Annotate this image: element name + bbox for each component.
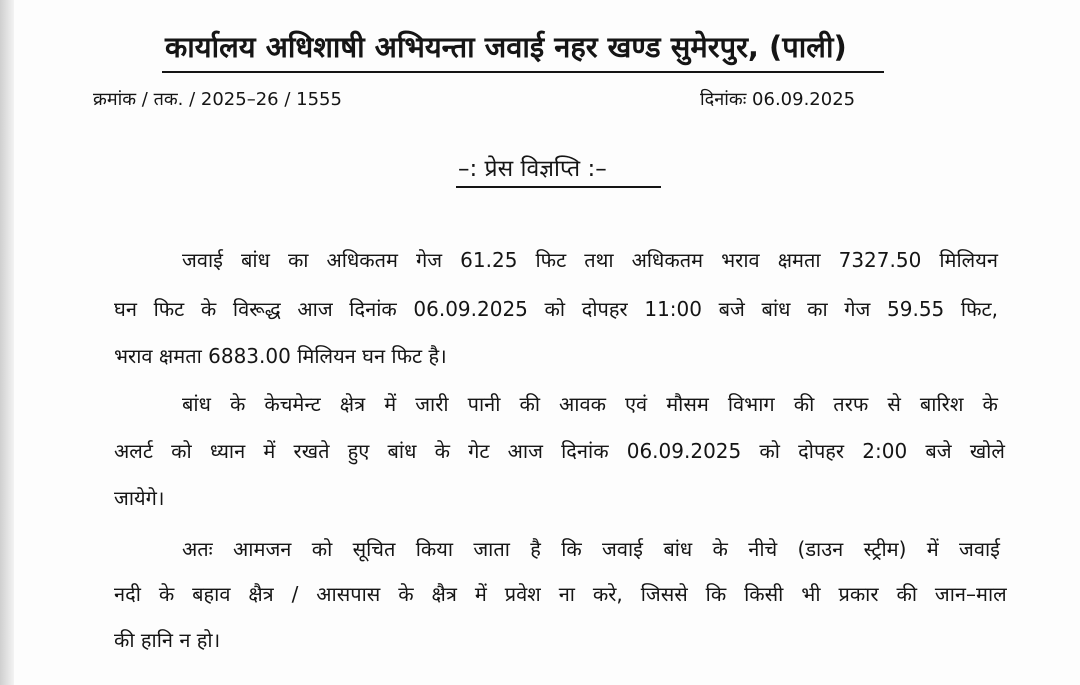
word: कि	[561, 537, 582, 561]
word: की	[793, 392, 815, 416]
paragraph-2-line-1	[182, 388, 998, 420]
word: बांध	[663, 537, 693, 561]
word: बजे	[718, 297, 745, 321]
word: क्षैत्र	[248, 582, 274, 606]
word: अतः	[182, 537, 213, 561]
word: अलर्ट	[114, 439, 153, 463]
reference-number: क्रमांक / तक. / 2025–26 / 1555	[93, 89, 342, 110]
word: आज	[297, 297, 333, 321]
office-title: कार्यालय अधिशाषी अभियन्ता जवाई नहर खण्ड सुमेरपुर, (पाली)	[165, 30, 847, 64]
word: के	[712, 537, 728, 561]
word: नदी	[114, 582, 141, 606]
word: बहाव	[192, 582, 231, 606]
word: किया	[415, 537, 454, 561]
word: प्रकार	[838, 582, 879, 606]
word: की	[896, 582, 917, 606]
press-release-heading: –: प्रेस विज्ञप्ति :–	[458, 156, 607, 182]
paragraph-3-line-3: की हानि न हो।	[114, 628, 221, 652]
word: गेज	[416, 248, 443, 272]
word: पानी	[467, 392, 501, 416]
word: 06.09.2025	[413, 297, 528, 321]
word: एवं	[625, 392, 648, 416]
word: /	[291, 582, 299, 606]
word: के	[982, 392, 998, 416]
word: अधिकतम	[326, 248, 398, 272]
word: जिससे	[640, 582, 688, 606]
word: का	[287, 248, 309, 272]
word: में	[263, 439, 276, 463]
heading-underline	[456, 186, 661, 188]
word: 61.25	[460, 248, 518, 272]
word: बांध	[387, 439, 417, 463]
word: में	[384, 392, 397, 416]
paragraph-3-line-1	[182, 533, 1000, 565]
word: दिनांक	[349, 297, 397, 321]
word: बांध	[241, 248, 270, 272]
word: क्षैत्र	[431, 582, 457, 606]
word: जवाई	[959, 537, 1000, 561]
word: का	[807, 297, 828, 321]
word: अधिकतम	[631, 248, 704, 272]
word: तथा	[584, 248, 614, 272]
word: जवाई	[602, 537, 644, 561]
word: फिट,	[960, 297, 998, 321]
word: भी	[801, 582, 821, 606]
word: आमजन	[233, 537, 292, 561]
paragraph-2-line-3: जायेगे।	[114, 486, 165, 510]
word: 06.09.2025	[626, 439, 742, 463]
word: विभाग	[727, 392, 775, 416]
word: गेट	[468, 439, 490, 463]
word: मिलियन	[939, 248, 998, 272]
word: के	[434, 439, 450, 463]
word: में	[474, 582, 487, 606]
word: बांध	[182, 392, 211, 416]
word: खोले	[969, 439, 1005, 463]
word: प्रवेश	[504, 582, 541, 606]
paragraph-1-line-1	[182, 244, 998, 276]
word: 59.55	[887, 297, 945, 321]
word: 2:00	[862, 439, 908, 463]
word: जाता	[473, 537, 510, 561]
word: ना	[558, 582, 575, 606]
word: गेज	[844, 297, 871, 321]
word: जान–माल	[934, 582, 1007, 606]
word: से	[887, 392, 901, 416]
word: केचमेन्ट	[264, 392, 321, 416]
word: 11:00	[644, 297, 702, 321]
word: फिट	[153, 297, 185, 321]
word: सूचित	[352, 537, 396, 561]
word: बांध	[761, 297, 791, 321]
word: को	[759, 439, 780, 463]
word: स्ट्रीम)	[863, 537, 907, 561]
word: को	[311, 537, 333, 561]
word: है	[530, 537, 541, 561]
word: कि	[705, 582, 727, 606]
paragraph-1-line-2	[114, 293, 998, 325]
word: आवक	[559, 392, 606, 416]
word: को	[544, 297, 566, 321]
word: के	[200, 297, 217, 321]
word: जवाई	[182, 248, 223, 272]
word: दोपहर	[581, 297, 628, 321]
word: भराव	[721, 248, 760, 272]
document-date: दिनांकः 06.09.2025	[700, 89, 856, 110]
word: बारिश	[919, 392, 964, 416]
word: क्षेत्र	[339, 392, 366, 416]
word: बजे	[925, 439, 952, 463]
word: विरूद्ध	[232, 297, 281, 321]
word: तरफ	[833, 392, 869, 416]
word: मौसम	[666, 392, 709, 416]
word: ध्यान	[209, 439, 246, 463]
word: घन	[114, 297, 137, 321]
word: के	[158, 582, 175, 606]
paragraph-1-line-3: भराव क्षमता 6883.00 मिलियन घन फिट है।	[114, 344, 447, 368]
paragraph-3-line-2	[114, 578, 1007, 610]
word: रखते	[293, 439, 330, 463]
word: के	[229, 392, 246, 416]
word: को	[171, 439, 192, 463]
word: दोपहर	[798, 439, 845, 463]
office-title-underline	[162, 71, 884, 73]
word: क्षमता	[777, 248, 821, 272]
word: करे,	[592, 582, 623, 606]
page-left-edge	[0, 0, 14, 685]
word: (डाउन	[797, 537, 844, 561]
word: आसपास	[316, 582, 381, 606]
word: किसी	[744, 582, 784, 606]
word: जारी	[415, 392, 449, 416]
word: के	[398, 582, 414, 606]
paragraph-2-line-2	[114, 435, 1005, 467]
word: आज	[507, 439, 543, 463]
word: 7327.50	[838, 248, 922, 272]
word: फिट	[535, 248, 567, 272]
word: में	[926, 537, 939, 561]
word: की	[519, 392, 541, 416]
word: नीचे	[748, 537, 778, 561]
word: हुए	[347, 439, 370, 463]
word: दिनांक	[561, 439, 609, 463]
